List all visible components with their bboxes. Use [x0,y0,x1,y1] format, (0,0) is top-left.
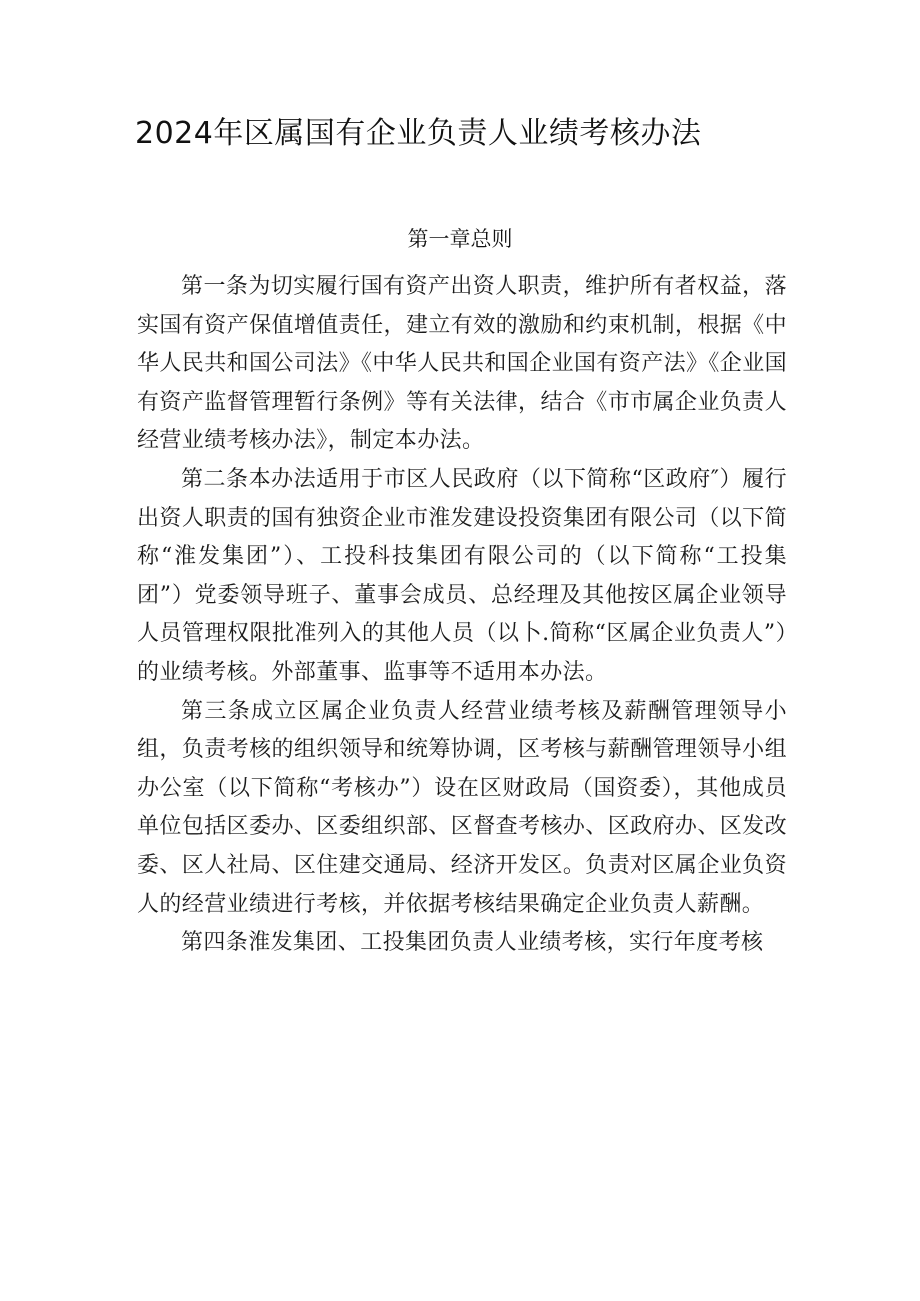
document-body [137,268,787,963]
article-2: 第二条本办法适用于市区人民政府（以下简称“区政府″）履行出资人职责的国有独资企业市淮发建设投资集团有限公司（以下简称“淮发集团”）、工投科技集团有限公司的（以下简称“工投集团”）党委领导班子、董事会成员、总经理及其他按区属企业领导人员管理权限批准列入的其他人员（以卜.简称“区属企业负责人”）的业绩考核。外部董事、监事等不适用本办法。 [137,466,787,685]
article-4: 第四条淮发集团、工投集团负责人业绩考核，实行年度考核 [181,930,764,956]
chapter-heading: 第一章总则 [407,227,513,251]
article-1: 第一条为切实履行国有资产出资人职责，维护所有者权益，落实国有资产保值增值责任，建立有效的激励和约束机制，根据《中华人民共和国公司法》《中华人民共和国企业国有资产法》《企业国有资产监督管理暂行条例》等有关法律，结合《市市属企业负责人经营业绩考核办法》，制定本办法。 [137,274,788,454]
document-title: 2024年区属国有企业负责人业绩考核办法 [135,116,702,151]
article-3: 第三条成立区属企业负责人经营业绩考核及薪酬管理领导小组，负责考核的组织领导和统筹协调，区考核与薪酬管理领导小组办公室（以下简称“考核办”）设在区财政局（国资委），其他成员单位包括区委办、区委组织部、区督查考核办、区政府办、区发改委、区人社局、区住建交通局、经济开发区。负责对区属企业负资人的经营业绩进行考核，并依据考核结果确定企业负责人薪酬。 [137,698,787,917]
